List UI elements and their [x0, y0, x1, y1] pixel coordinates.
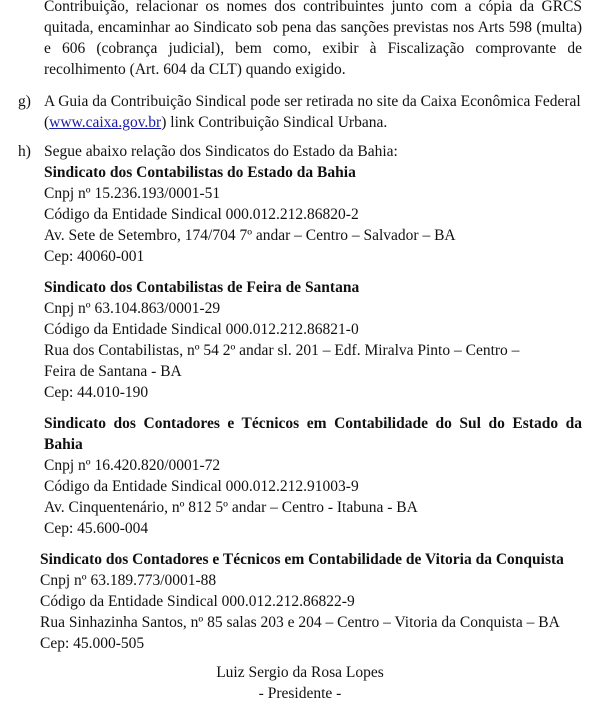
- union-1-cnpj: Cnpj nº 15.236.193/0001-51: [44, 185, 221, 202]
- item-g-paren-open: (: [44, 114, 50, 131]
- union-2-cep: Cep: 44.010-190: [44, 384, 149, 401]
- signature-title: - Presidente -: [258, 685, 342, 702]
- intro-line-4: recolhimento (Art. 604 da CLT) quando exigido.: [44, 61, 346, 78]
- item-g-line-1: A Guia da Contribuição Sindical pode ser retirada no site da Caixa Econômica Federal: [44, 93, 581, 110]
- union-2-cnpj: Cnpj nº 63.104.863/0001-29: [44, 300, 221, 317]
- item-h-marker: h): [18, 143, 31, 160]
- intro-line-3: e 606 (cobrança judicial), bem como, exibir à Fiscalização comprovante de: [44, 40, 582, 57]
- union-4-cep: Cep: 45.000-505: [40, 635, 145, 652]
- union-2-codigo: Código da Entidade Sindical 000.012.212.86821-0: [44, 321, 359, 338]
- union-3-name-line-1: Sindicato dos Contadores e Técnicos em Contabilidade do Sul do Estado da: [44, 415, 582, 432]
- union-1-cep: Cep: 40060-001: [44, 248, 145, 265]
- union-2-address-1: Rua dos Contabilistas, nº 54 2º andar sl. 201 – Edf. Miralva Pinto – Centro –: [44, 342, 520, 359]
- caixa-link[interactable]: www.caixa.gov.br: [49, 114, 162, 131]
- item-g-line-2: [44, 112, 387, 133]
- union-3-cnpj: Cnpj nº 16.420.820/0001-72: [44, 457, 221, 474]
- union-4-name: Sindicato dos Contadores e Técnicos em Contabilidade de Vitoria da Conquista: [40, 551, 564, 568]
- union-1-address: Av. Sete de Setembro, 174/704 7º andar – Centro – Salvador – BA: [44, 227, 456, 244]
- union-1-name: Sindicato dos Contabilistas do Estado da Bahia: [44, 164, 356, 181]
- union-2-address-2: Feira de Santana - BA: [44, 363, 182, 380]
- intro-line-2: quitada, encaminhar ao Sindicato sob pena das sanções previstas nos Arts 598 (multa): [44, 19, 582, 36]
- item-g-marker: g): [18, 93, 31, 110]
- item-h-intro: Segue abaixo relação dos Sindicatos do Estado da Bahia:: [44, 143, 398, 160]
- union-3-cep: Cep: 45.600-004: [44, 520, 149, 537]
- union-2-name: Sindicato dos Contabilistas de Feira de Santana: [44, 279, 360, 296]
- union-3-address: Av. Cinquentenário, nº 812 5º andar – Centro - Itabuna - BA: [44, 499, 418, 516]
- union-3-name-line-2: Bahia: [44, 436, 83, 453]
- union-4-codigo: Código da Entidade Sindical 000.012.212.86822-9: [40, 593, 355, 610]
- union-3-codigo: Código da Entidade Sindical 000.012.212.91003-9: [44, 478, 359, 495]
- union-4-cnpj: Cnpj nº 63.189.773/0001-88: [40, 572, 217, 589]
- intro-line-1: Contribuição, relacionar os nomes dos contribuintes junto com a cópia da GRCS: [44, 0, 582, 15]
- signature-name: Luiz Sergio da Rosa Lopes: [216, 664, 384, 681]
- item-g-line-2-suffix: ) link Contribuição Sindical Urbana.: [161, 114, 388, 131]
- union-4-address: Rua Sinhazinha Santos, nº 85 salas 203 e 204 – Centro – Vitoria da Conquista – BA: [40, 614, 560, 631]
- union-1-codigo: Código da Entidade Sindical 000.012.212.86820-2: [44, 206, 359, 223]
